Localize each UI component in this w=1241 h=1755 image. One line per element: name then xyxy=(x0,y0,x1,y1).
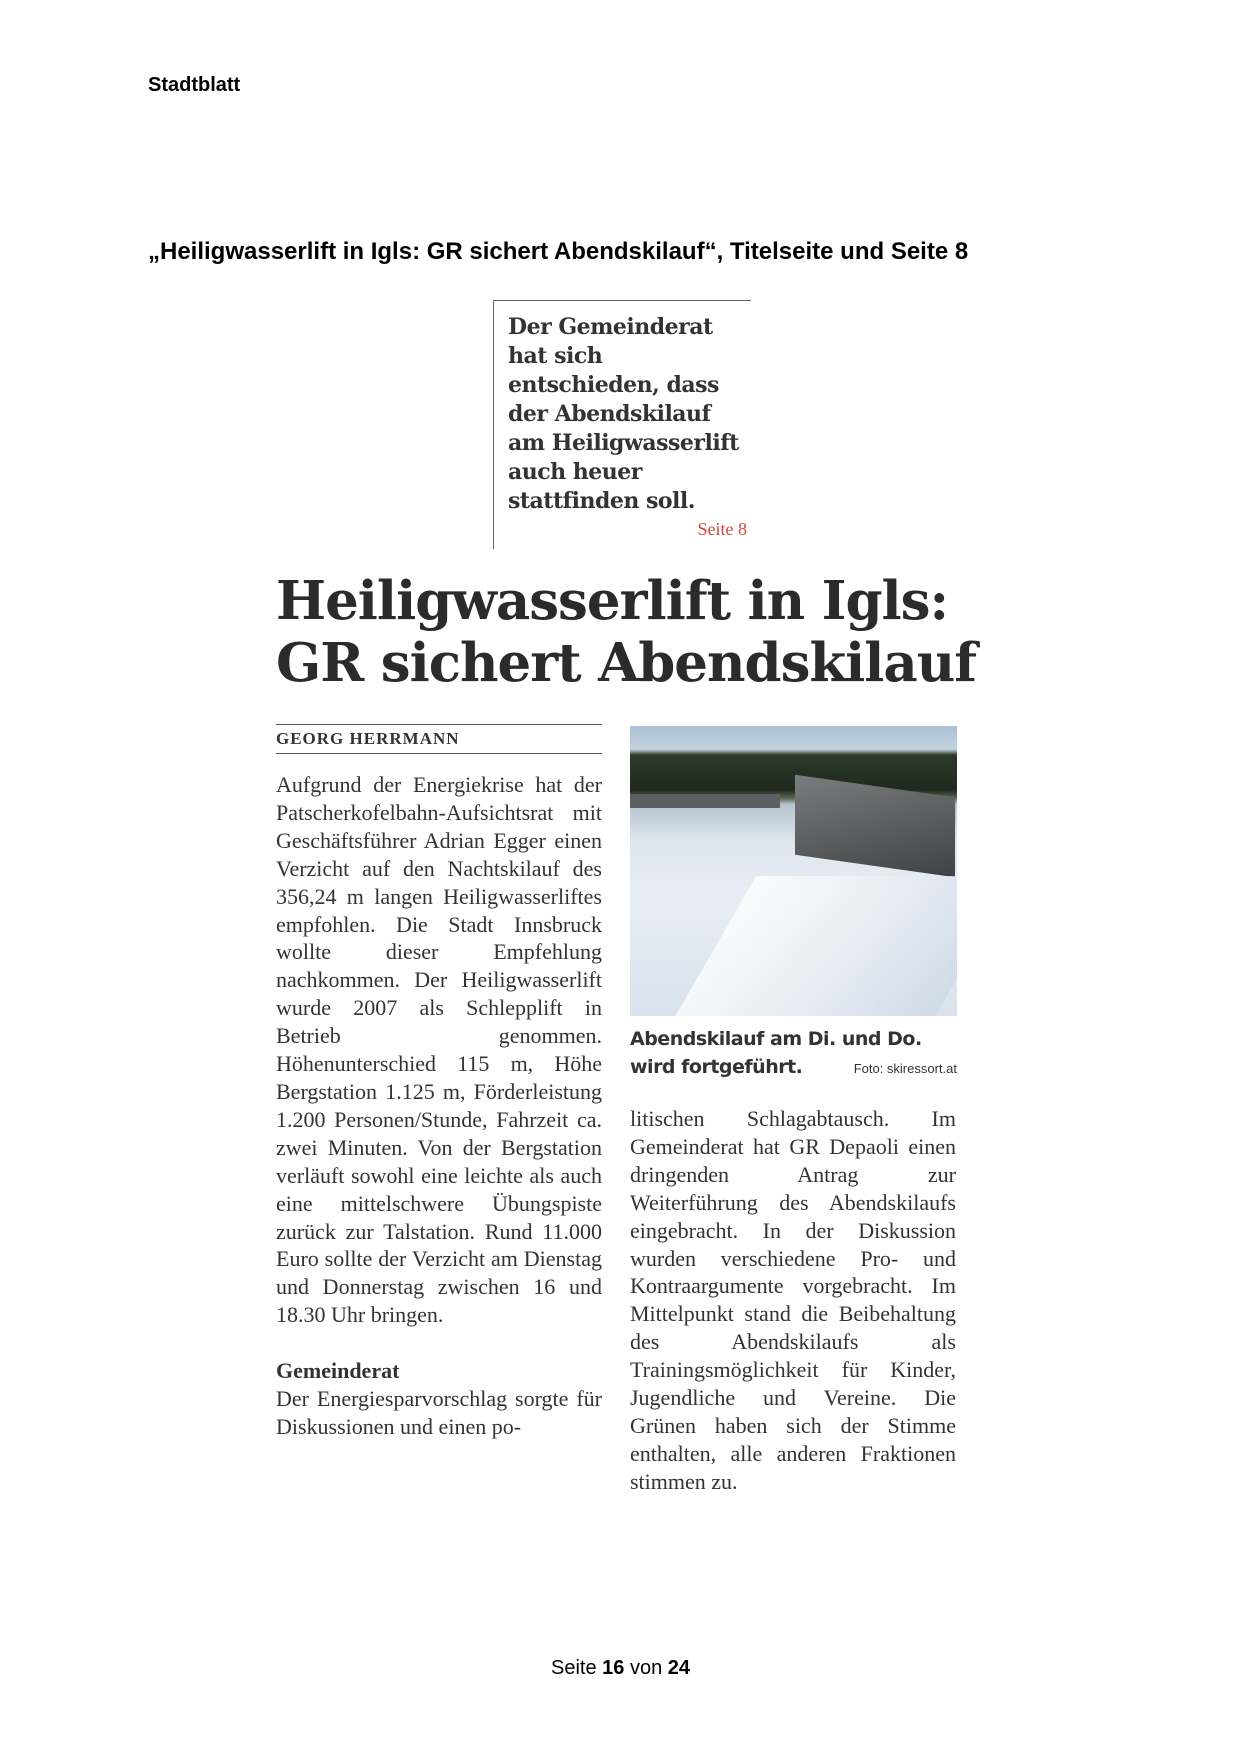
photo-slope-shape xyxy=(664,876,957,1016)
subheading: Gemeinderat xyxy=(276,1358,400,1384)
publication-name: Stadtblatt xyxy=(148,74,241,96)
article-headline xyxy=(276,570,976,694)
teaser-page-ref: Seite 8 xyxy=(697,519,747,539)
article-column-right xyxy=(630,1105,956,1496)
photo-credit: Foto: skiressort.at xyxy=(853,1061,957,1076)
photo-building-shape xyxy=(795,775,955,877)
footer-prefix: Seite xyxy=(550,1657,597,1679)
headline-line-2: GR sichert Abendskilauf xyxy=(276,632,977,694)
page-footer xyxy=(0,1657,1241,1680)
article-column-left xyxy=(276,771,602,1441)
total-pages: 24 xyxy=(667,1657,691,1679)
paragraph: Der Energiesparvorschlag sorgte für Diskussionen und einen po- xyxy=(276,1386,602,1439)
footer-middle: von xyxy=(629,1657,663,1679)
photo-caption: Abendskilauf am Di. und Do. wird fortgeführt. xyxy=(630,1028,922,1078)
headline-line-1: Heiligwasserlift in Igls: xyxy=(276,570,949,632)
paragraph: Aufgrund der Energiekrise hat der Patscherkofelbahn-Aufsichtsrat mit Geschäftsführer Adrian Egger einen Verzicht auf den Nachtskilauf des 356,24 m langen Heiligwasserliftes empfohlen. Die Stadt Innsbruck wollte dieser Empfehlung nachkommen. Der Heiligwasserlift wurde 2007 als Schlepplift in Betrieb genommen. Höhenunterschied 115 m, Höhe Bergstation 1.125 m, Förderleistung 1.200 Personen/Stunde, Fahrzeit ca. zwei Minuten. Von der Bergstation verläuft sowohl eine leichte als auch eine mittelschwere Übungspiste zurück zur Talstation. Rund 11.000 Euro sollte der Verzicht am Dienstag und Donnerstag zwischen 16 und 18.30 Uhr bringen. xyxy=(276,772,602,1328)
document-title: „Heiligwasserlift in Igls: GR sichert Abendskilauf“, Titelseite und Seite 8 xyxy=(148,238,969,265)
teaser-text: Der Gemeinderat hat sich entschieden, dass der Abendskilauf am Heiligwasserlift auch heuer stattfinden soll. xyxy=(508,314,739,514)
photo-roof-shape xyxy=(630,794,780,808)
front-page-teaser xyxy=(493,300,751,549)
ski-slope-photo xyxy=(630,726,957,1016)
paragraph: litischen Schlagabtausch. Im Gemeinderat hat GR Depaoli einen dringenden Antrag zur Weiterführung des Abendskilaufs eingebracht. In der Diskussion wurden verschiedene Pro- und Kontraargumente vorgebracht. Im Mittelpunkt stand die Beibehaltung des Abendskilaufs als Trainingsmöglichkeit für Kinder, Jugendliche und Vereine. Die Grünen haben sich der Stimme enthalten, alle anderen Fraktionen stimmen zu. xyxy=(630,1106,956,1494)
author-byline: GEORG HERRMANN xyxy=(276,724,602,754)
current-page: 16 xyxy=(602,1657,625,1679)
